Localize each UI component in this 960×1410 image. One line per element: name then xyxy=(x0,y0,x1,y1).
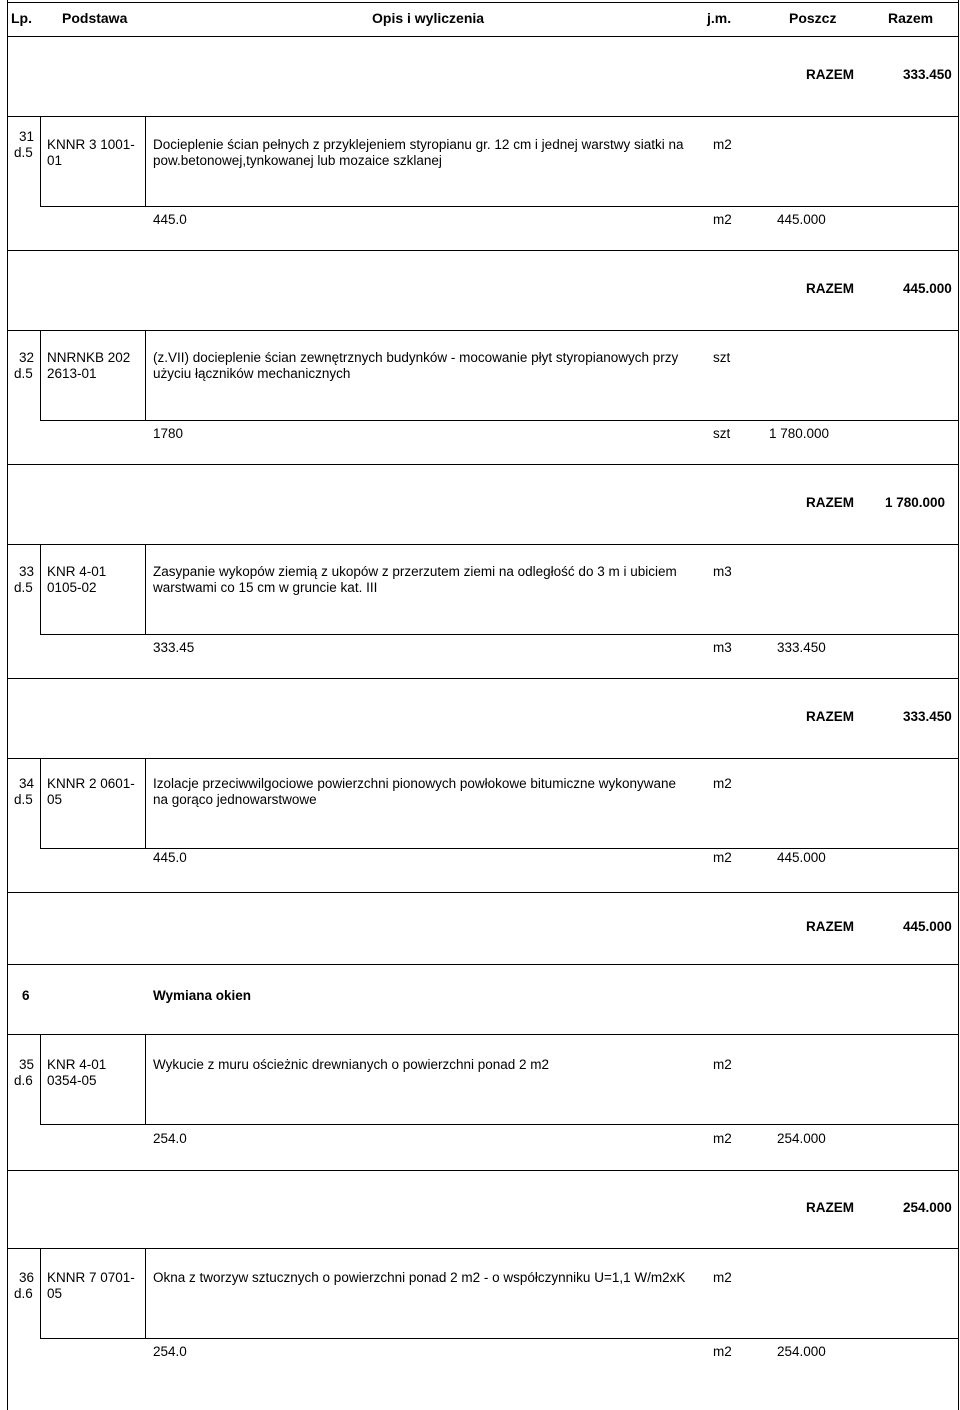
item-basis: KNNR 2 0601- xyxy=(47,776,135,791)
row-separator xyxy=(7,116,959,117)
column-divider xyxy=(40,1248,41,1338)
razem-value: 1 780.000 xyxy=(885,495,946,510)
calc-unit: m2 xyxy=(713,850,732,865)
column-divider xyxy=(145,116,146,206)
razem-label: RAZEM xyxy=(806,919,854,934)
header-top-border xyxy=(7,2,959,3)
razem-label: RAZEM xyxy=(806,709,854,724)
item-section: d.6 xyxy=(14,1286,33,1301)
section-title: Wymiana okien xyxy=(153,988,252,1003)
calc-value: 254.000 xyxy=(777,1131,826,1146)
calc-expression: 445.0 xyxy=(153,212,187,227)
left-border xyxy=(7,0,8,1410)
column-divider xyxy=(40,758,41,848)
item-basis: NNRNKB 202 xyxy=(47,350,131,365)
item-section: d.6 xyxy=(14,1073,33,1088)
item-basis: 01 xyxy=(47,153,63,168)
row-separator xyxy=(7,1170,959,1171)
item-basis: 2613-01 xyxy=(47,366,97,381)
row-separator xyxy=(40,420,959,421)
razem-value: 333.450 xyxy=(903,67,952,82)
calc-value: 1 780.000 xyxy=(769,426,830,441)
row-separator xyxy=(7,964,959,965)
razem-label: RAZEM xyxy=(806,1200,854,1215)
razem-value: 445.000 xyxy=(903,919,952,934)
item-description: pow.betonowej,tynkowanej lub mozaice szklanej xyxy=(153,153,442,168)
header-opis: Opis i wyliczenia xyxy=(372,10,485,26)
item-basis: KNR 4-01 xyxy=(47,1057,107,1072)
item-unit: m2 xyxy=(713,137,732,152)
item-section: d.5 xyxy=(14,145,33,160)
header-podstawa: Podstawa xyxy=(62,10,128,26)
item-section: d.5 xyxy=(14,792,33,807)
razem-label: RAZEM xyxy=(806,281,854,296)
item-number: 34 xyxy=(19,776,35,791)
header-jm: j.m. xyxy=(707,10,732,26)
row-separator xyxy=(7,544,959,545)
item-unit: m2 xyxy=(713,1270,732,1285)
row-separator xyxy=(7,330,959,331)
razem-value: 254.000 xyxy=(903,1200,952,1215)
item-description: na gorąco jednowarstwowe xyxy=(153,792,317,807)
calc-unit: szt xyxy=(713,426,731,441)
calc-unit: m3 xyxy=(713,640,732,655)
item-number: 32 xyxy=(19,350,35,365)
item-basis: KNR 4-01 xyxy=(47,564,107,579)
item-unit: szt xyxy=(713,350,731,365)
column-divider xyxy=(40,1034,41,1124)
column-divider xyxy=(145,544,146,634)
column-divider xyxy=(145,758,146,848)
item-description: warstwami co 15 cm w gruncie kat. III xyxy=(153,580,378,595)
item-description: Okna z tworzyw sztucznych o powierzchni ponad 2 m2 - o współczynniku U=1,1 W/m2xK xyxy=(153,1270,686,1285)
row-separator xyxy=(40,206,959,207)
item-basis: 0354-05 xyxy=(47,1073,97,1088)
item-basis: KNNR 7 0701- xyxy=(47,1270,135,1285)
row-separator xyxy=(7,892,959,893)
item-description: Wykucie z muru ościeżnic drewnianych o powierzchni ponad 2 m2 xyxy=(153,1057,550,1072)
item-basis: KNNR 3 1001- xyxy=(47,137,135,152)
item-section: d.5 xyxy=(14,580,33,595)
row-separator xyxy=(40,1124,959,1125)
calc-value: 254.000 xyxy=(777,1344,826,1359)
right-border xyxy=(958,0,959,1410)
item-unit: m2 xyxy=(713,1057,732,1072)
item-number: 36 xyxy=(19,1270,35,1285)
calc-expression: 254.0 xyxy=(153,1344,187,1359)
row-separator xyxy=(7,678,959,679)
item-basis: 0105-02 xyxy=(47,580,97,595)
razem-value: 333.450 xyxy=(903,709,952,724)
calc-expression: 333.45 xyxy=(153,640,195,655)
column-divider xyxy=(145,330,146,420)
item-number: 33 xyxy=(19,564,35,579)
calc-expression: 1780 xyxy=(153,426,184,441)
item-basis: 05 xyxy=(47,792,63,807)
row-separator xyxy=(40,634,959,635)
calc-value: 445.000 xyxy=(777,850,826,865)
calc-expression: 445.0 xyxy=(153,850,187,865)
row-separator xyxy=(7,464,959,465)
item-number: 35 xyxy=(19,1057,35,1072)
header-razem: Razem xyxy=(888,10,934,26)
calc-unit: m2 xyxy=(713,1131,732,1146)
row-separator xyxy=(7,250,959,251)
row-separator xyxy=(40,1338,959,1339)
calc-value: 333.450 xyxy=(777,640,826,655)
header-poszcz: Poszcz xyxy=(789,10,837,26)
column-divider xyxy=(145,1248,146,1338)
razem-label: RAZEM xyxy=(806,67,854,82)
razem-value: 445.000 xyxy=(903,281,952,296)
calc-unit: m2 xyxy=(713,212,732,227)
row-separator xyxy=(7,1248,959,1249)
column-divider xyxy=(40,116,41,206)
section-number: 6 xyxy=(22,988,30,1003)
column-divider xyxy=(40,544,41,634)
calc-value: 445.000 xyxy=(777,212,826,227)
header-bottom-border xyxy=(7,36,959,37)
item-description: użyciu łączników mechanicznych xyxy=(153,366,351,381)
row-separator xyxy=(40,848,959,849)
item-number: 31 xyxy=(19,129,35,144)
column-divider xyxy=(145,1034,146,1124)
item-description: (z.VII) docieplenie ścian zewnętrznych budynków - mocowanie płyt styropianowych przy xyxy=(153,350,679,365)
item-description: Zasypanie wykopów ziemią z ukopów z przerzutem ziemi na odległość do 3 m i ubiciem xyxy=(153,564,677,579)
item-unit: m3 xyxy=(713,564,732,579)
item-description: Izolacje przeciwwilgociowe powierzchni pionowych powłokowe bitumiczne wykonywane xyxy=(153,776,676,791)
item-section: d.5 xyxy=(14,366,33,381)
calc-expression: 254.0 xyxy=(153,1131,187,1146)
row-separator xyxy=(7,1034,959,1035)
razem-label: RAZEM xyxy=(806,495,854,510)
item-basis: 05 xyxy=(47,1286,63,1301)
item-description: Docieplenie ścian pełnych z przyklejeniem styropianu gr. 12 cm i jednej warstwy siatki na xyxy=(153,137,684,152)
item-unit: m2 xyxy=(713,776,732,791)
column-divider xyxy=(40,330,41,420)
row-separator xyxy=(7,758,959,759)
header-lp: Lp. xyxy=(11,10,32,26)
calc-unit: m2 xyxy=(713,1344,732,1359)
